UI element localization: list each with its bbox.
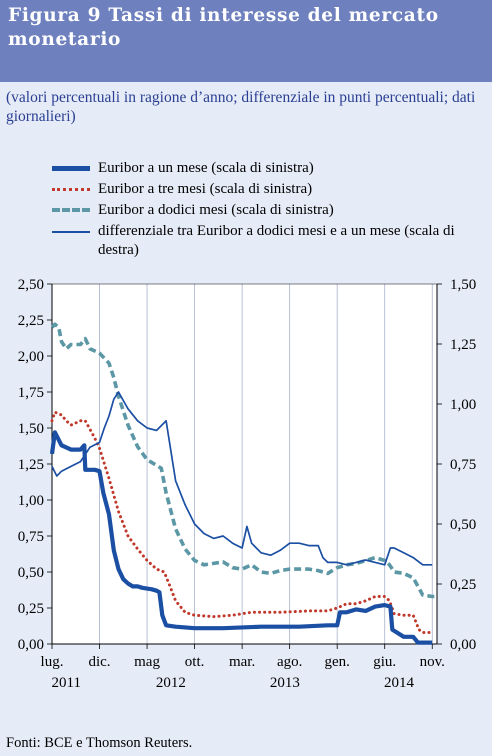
- y-right-tick-label: 1,25: [450, 337, 477, 353]
- legend-item-euribor-3m: [52, 179, 482, 200]
- line-chart: [0, 268, 492, 708]
- x-year-label: 2014: [383, 675, 414, 691]
- x-tick-label: mag: [134, 654, 160, 670]
- x-tick-label: lug.: [40, 654, 64, 670]
- x-tick-label: dic.: [88, 654, 111, 670]
- y-left-tick-label: 0,75: [17, 529, 44, 545]
- y-left-tick-label: 0,25: [17, 601, 44, 617]
- legend-label: Euribor a dodici mesi (scala di sinistra): [98, 202, 334, 218]
- chart-legend: [52, 158, 482, 261]
- y-right-tick-label: 1,00: [450, 397, 477, 413]
- y-right-tick-label: 0,75: [450, 457, 477, 473]
- legend-label: Euribor a un mese (scala di sinistra): [98, 160, 314, 176]
- legend-swatch-dotted: [52, 188, 90, 191]
- y-left-tick-label: 2,00: [17, 349, 44, 365]
- y-right-tick-label: 1,50: [450, 277, 477, 293]
- plot-area: [52, 284, 437, 644]
- legend-item-euribor-12m: [52, 200, 482, 221]
- figure-subtitle: (valori percentuali in ragione d’anno; differenziale in punti percentuali; dati giornalieri): [6, 89, 476, 125]
- legend-label: differenziale tra Euribor a dodici mesi e a un mese (scala di destra): [98, 223, 455, 258]
- x-year-label: 2012: [155, 675, 186, 691]
- x-tick-label: nov.: [419, 654, 445, 670]
- y-right-tick-label: 0,25: [450, 577, 477, 593]
- y-left-tick-label: 1,00: [17, 493, 44, 509]
- x-tick-label: ago.: [276, 654, 303, 670]
- y-left-tick-label: 1,25: [17, 457, 44, 473]
- y-left-tick-label: 0,00: [17, 637, 44, 653]
- x-tick-label: giu.: [373, 654, 397, 670]
- y-right-tick-label: 0,50: [450, 517, 477, 533]
- x-year-label: 2011: [51, 675, 81, 691]
- y-left-tick-label: 0,50: [17, 565, 44, 581]
- legend-swatch-thin-solid: [52, 231, 90, 233]
- x-tick-label: ott.: [184, 654, 205, 670]
- x-tick-label: mar.: [228, 654, 256, 670]
- y-left-tick-label: 2,50: [17, 277, 44, 293]
- source-note: Fonti: BCE e Thomson Reuters.: [6, 735, 193, 751]
- legend-swatch-thick-solid: [52, 166, 90, 171]
- y-left-tick-label: 1,75: [17, 385, 44, 401]
- figure-header: [0, 0, 492, 82]
- y-right-tick-label: 0,00: [450, 637, 477, 653]
- legend-label: Euribor a tre mesi (scala di sinistra): [98, 181, 313, 197]
- x-year-label: 2013: [269, 675, 300, 691]
- figure-title: Figura 9 Tassi di interesse del mercato monetario: [8, 5, 439, 50]
- legend-item-euribor-1m: [52, 158, 482, 179]
- x-tick-label: gen.: [324, 654, 350, 670]
- legend-item-spread: [52, 221, 482, 261]
- y-left-tick-label: 2,25: [17, 313, 44, 329]
- legend-swatch-dashed: [52, 208, 90, 212]
- y-left-tick-label: 1,50: [17, 421, 44, 437]
